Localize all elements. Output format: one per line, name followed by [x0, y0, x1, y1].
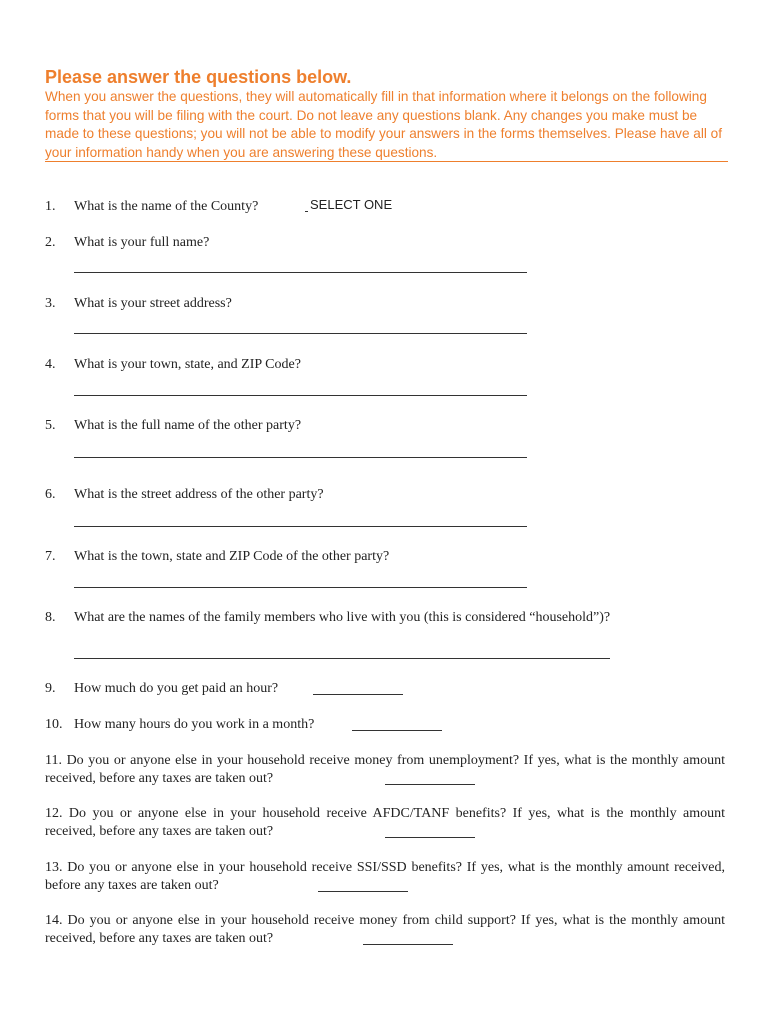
select-marker	[305, 211, 308, 212]
child-support-amount-field[interactable]	[363, 944, 453, 945]
other-party-address-field[interactable]	[74, 526, 527, 527]
question-6-number: 6.	[45, 487, 56, 502]
question-10-text: How many hours do you work in a month?	[74, 717, 315, 732]
county-select[interactable]: SELECT ONE	[310, 197, 393, 212]
question-5-text: What is the full name of the other party?	[74, 418, 302, 433]
question-11-text: 11. Do you or anyone else in your household receive money from unemployment? If yes, what is the monthly amount received, before any taxes are taken out?	[45, 753, 725, 786]
tanf-amount-field[interactable]	[385, 837, 475, 838]
other-party-name-field[interactable]	[74, 457, 527, 458]
question-2-number: 2.	[45, 235, 56, 250]
question-number: 1.	[45, 199, 56, 214]
question-14-text: 14. Do you or anyone else in your household receive money from child support? If yes, what is the monthly amount received, before any taxes are taken out?	[45, 913, 725, 946]
question-8-number: 8.	[45, 610, 56, 625]
question-2-text: What is your full name?	[74, 235, 210, 250]
street-address-field[interactable]	[74, 333, 527, 334]
question-10-number: 10.	[45, 717, 63, 732]
full-name-field[interactable]	[74, 272, 527, 273]
question-13-text: 13. Do you or anyone else in your household receive SSI/SSD benefits? If yes, what is the monthly amount received, before any taxes are taken out?	[45, 860, 725, 893]
question-1-text: What is the name of the County?	[74, 199, 259, 214]
monthly-hours-field[interactable]	[352, 730, 442, 731]
question-5-number: 5.	[45, 418, 56, 433]
instructions-text: When you answer the questions, they will automatically fill in that information where it belongs on the following forms that you will be filing with the court. Do not leave any questions blank. Any changes you make must be made to these questions; you will not be able to modify your answers in the forms themselves. Please have all of your information handy when you are answering these questions.	[45, 89, 723, 160]
question-6-text: What is the street address of the other party?	[74, 487, 324, 502]
question-8-text: What are the names of the family members who live with you (this is considered “household”)?	[74, 610, 611, 625]
form-header	[45, 66, 727, 162]
question-9-text: How much do you get paid an hour?	[74, 681, 279, 696]
household-members-field[interactable]	[74, 658, 610, 659]
question-7-number: 7.	[45, 549, 56, 564]
page-title: Please answer the questions below.	[45, 67, 352, 87]
unemployment-amount-field[interactable]	[385, 784, 475, 785]
town-state-zip-field[interactable]	[74, 395, 527, 396]
question-7-text: What is the town, state and ZIP Code of the other party?	[74, 549, 390, 564]
question-12-text: 12. Do you or anyone else in your household receive AFDC/TANF benefits? If yes, what is the monthly amount received, before any taxes are taken out?	[45, 806, 725, 839]
question-9-number: 9.	[45, 681, 56, 696]
ssi-amount-field[interactable]	[318, 891, 408, 892]
question-4-text: What is your town, state, and ZIP Code?	[74, 357, 301, 372]
question-3-text: What is your street address?	[74, 296, 232, 311]
question-4-number: 4.	[45, 357, 56, 372]
other-party-town-field[interactable]	[74, 587, 527, 588]
question-3-number: 3.	[45, 296, 56, 311]
hourly-pay-field[interactable]	[313, 694, 403, 695]
header-divider	[45, 161, 728, 162]
